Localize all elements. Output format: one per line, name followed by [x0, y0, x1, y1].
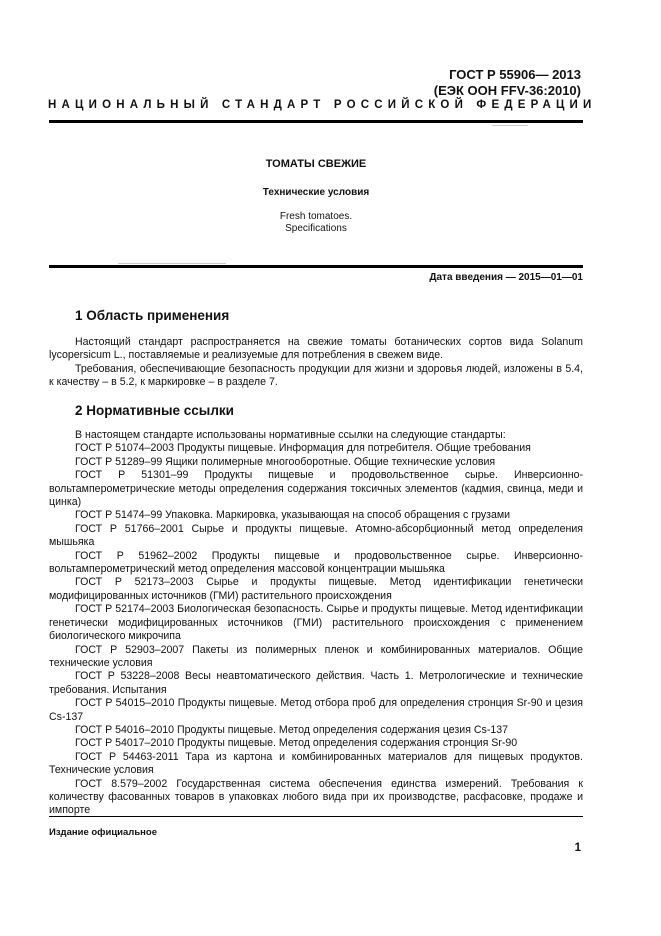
reference-item: ГОСТ Р 51766–2001 Сырье и продукты пищевые. Атомно-абсорбционный метод определения мышьяка	[49, 522, 583, 549]
gost-code: ГОСТ Р 55906— 2013	[449, 67, 581, 82]
paragraph: Настоящий стандарт распространяется на свежие томаты ботанических сортов вида Solanum lycopersicum L., поставляемые и реализуемые для потребления в свежем виде.	[49, 336, 583, 362]
reference-item: ГОСТ 8.579–2002 Государственная система обеспечения единства измерений. Требования к количеству фасованных товаров в упаковках любого вида при их производстве, расфасовке, продаже и импорте	[49, 777, 583, 817]
reference-item: ГОСТ Р 54015–2010 Продукты пищевые. Метод отбора проб для определения стронция Sr-90 и цезия Cs-137	[49, 697, 583, 723]
paragraph: Требования, обеспечивающие безопасность продукции для жизни и здоровья людей, изложены в 5.4, к качеству – в 5.2, к маркировке – в разделе 7.	[49, 362, 583, 389]
english-subtitle: Specifications	[285, 223, 347, 234]
reference-item: ГОСТ Р 52174–2003 Биологическая безопасность. Сырье и продукты пищевые. Метод идентификации генетически модифицированных источников (ГМИ) растительного происхождения с применением биологического микрочипа	[49, 603, 583, 643]
header-rule	[49, 120, 583, 123]
footer-rule	[49, 816, 583, 817]
eek-code: (ЕЭК ООН FFV-36:2010)	[433, 83, 581, 98]
reference-item: ГОСТ Р 52173–2003 Сырье и продукты пищевые. Метод идентификации генетически модифицированных источников (ГМИ) растительного происхождения	[49, 576, 583, 602]
reference-item: ГОСТ Р 52903–2007 Пакеты из полимерных пленок и комбинированных материалов. Общие технические условия	[49, 643, 583, 669]
section-scope-body	[49, 336, 583, 390]
introduction-date: Дата введения — 2015—01—01	[429, 272, 583, 283]
title-rule	[49, 265, 583, 268]
reference-item: ГОСТ Р 51962–2002 Продукты пищевые и продовольственное сырье. Инверсионно-вольтамперометрический метод определения массовой концентрации мышьяка	[49, 549, 583, 576]
document-title: ТОМАТЫ СВЕЖИЕ	[265, 158, 367, 170]
scan-mark	[492, 125, 528, 126]
section-references-body	[49, 429, 583, 818]
reference-item: ГОСТ Р 51474–99 Упаковка. Маркировка, указывающая на способ обращения с грузами	[75, 509, 511, 522]
official-edition: Издание официальное	[49, 827, 157, 838]
section-heading-scope: 1 Область применения	[75, 308, 230, 323]
reference-item: ГОСТ Р 54016–2010 Продукты пищевые. Метод определения содержания цезия Cs-137	[75, 723, 509, 736]
document-subtitle: Технические условия	[262, 187, 370, 198]
reference-item: ГОСТ Р 53228–2008 Весы неавтоматического действия. Часть 1. Метрологические и технические требования. Испытания	[49, 670, 583, 696]
reference-item: ГОСТ Р 54017–2010 Продукты пищевые. Метод определения содержания стронция Sr-90	[75, 737, 518, 750]
national-standard-banner: НАЦИОНАЛЬНЫЙ СТАНДАРТ РОССИЙСКОЙ ФЕДЕРАЦИИ	[48, 99, 597, 111]
reference-item: ГОСТ Р 51289–99 Ящики полимерные многооборотные. Общие технические условия	[75, 455, 496, 468]
section-heading-references: 2 Нормативные ссылки	[75, 403, 234, 418]
english-title: Fresh tomatoes.	[279, 211, 353, 222]
reference-item: ГОСТ Р 51074–2003 Продукты пищевые. Информация для потребителя. Общие требования	[75, 442, 531, 455]
page-number: 1	[574, 842, 581, 854]
reference-item: ГОСТ Р 54463-2011 Тара из картона и комбинированных материалов для пищевых продуктов. Технические условия	[49, 750, 583, 777]
reference-item: ГОСТ Р 51301–99 Продукты пищевые и продовольственное сырье. Инверсионно-вольтамперометрические методы определения содержания токсичных элементов (кадмия, свинца, меди и цинка)	[49, 469, 583, 509]
scan-mark	[118, 263, 226, 264]
paragraph: В настоящем стандарте использованы нормативные ссылки на следующие стандарты:	[75, 429, 506, 441]
